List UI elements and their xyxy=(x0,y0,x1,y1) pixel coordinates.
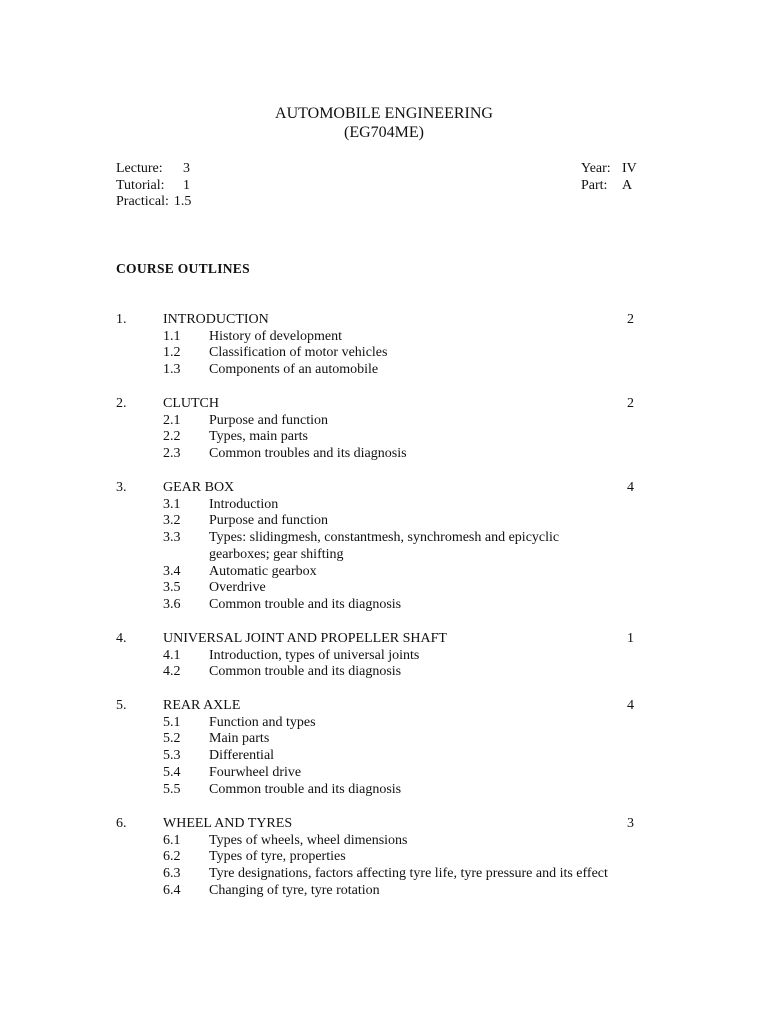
list-item xyxy=(116,849,656,866)
item-number: 4.2 xyxy=(163,664,181,680)
section-number: 5. xyxy=(116,698,127,713)
practical-value: 1.5 xyxy=(173,194,192,210)
list-item xyxy=(116,413,656,430)
list-item xyxy=(116,429,656,446)
section-title: INTRODUCTION xyxy=(163,312,269,327)
item-text: Introduction xyxy=(209,496,279,512)
item-number: 5.4 xyxy=(163,764,181,780)
list-item xyxy=(116,782,656,799)
course-code: (EG704ME) xyxy=(344,124,424,141)
item-number: 6.3 xyxy=(163,866,181,882)
item-text: Function and types xyxy=(209,714,316,730)
section-head xyxy=(116,698,656,715)
part-row xyxy=(581,178,637,195)
section-hours: 2 xyxy=(627,312,634,327)
list-item xyxy=(116,866,656,883)
year-row xyxy=(581,161,637,178)
item-number: 6.1 xyxy=(163,832,181,848)
part-label: Part: xyxy=(581,177,608,193)
item-text: Common trouble and its diagnosis xyxy=(209,781,402,797)
item-text: Classification of motor vehicles xyxy=(209,345,388,361)
list-item xyxy=(116,664,656,681)
list-item xyxy=(116,513,656,530)
item-number: 1.2 xyxy=(163,345,181,361)
lecture-row xyxy=(116,161,191,178)
list-item xyxy=(116,497,656,514)
item-number: 1.1 xyxy=(163,328,181,344)
section-head xyxy=(116,631,656,648)
item-number: 3.3 xyxy=(163,530,181,546)
section-clutch xyxy=(116,396,656,463)
section-title: GEAR BOX xyxy=(163,480,235,495)
section-hours: 4 xyxy=(627,698,634,713)
section-wheel-and-tyres xyxy=(116,816,656,900)
list-item xyxy=(116,883,656,900)
section-rear-axle xyxy=(116,698,656,798)
list-item xyxy=(116,329,656,346)
item-number: 4.1 xyxy=(163,647,181,663)
list-item xyxy=(116,345,656,362)
item-text: Differential xyxy=(209,748,275,764)
section-title: WHEEL AND TYRES xyxy=(163,816,293,831)
item-text: Introduction, types of universal joints xyxy=(209,647,420,663)
item-text: Purpose and function xyxy=(209,412,328,428)
item-text: Common trouble and its diagnosis xyxy=(209,596,402,612)
list-item xyxy=(116,748,656,765)
list-item xyxy=(116,765,656,782)
list-item xyxy=(116,648,656,665)
section-head xyxy=(116,480,656,497)
section-hours: 1 xyxy=(627,631,634,646)
list-item xyxy=(116,530,656,563)
item-text: Automatic gearbox xyxy=(209,563,317,579)
section-universal-joint xyxy=(116,631,656,681)
list-item xyxy=(116,580,656,597)
item-number: 3.4 xyxy=(163,563,181,579)
item-text: Common trouble and its diagnosis xyxy=(209,664,402,680)
item-number: 6.4 xyxy=(163,882,181,898)
section-head xyxy=(116,816,656,833)
practical-label: Practical: xyxy=(116,194,169,210)
item-text: History of development xyxy=(209,328,342,344)
item-text: Types of tyre, properties xyxy=(209,849,346,865)
item-text: Types: slidingmesh, constantmesh, synchromesh and epicyclic gearboxes; gear shifting xyxy=(209,530,560,562)
item-number: 3.6 xyxy=(163,596,181,612)
tutorial-value: 1 xyxy=(183,177,190,193)
lecture-label: Lecture: xyxy=(116,161,163,176)
course-outlines-heading: COURSE OUTLINES xyxy=(116,261,250,276)
item-text: Components of an automobile xyxy=(209,362,379,378)
item-number: 2.2 xyxy=(163,429,181,445)
item-number: 3.2 xyxy=(163,513,181,529)
item-number: 1.3 xyxy=(163,362,181,378)
item-text: Types, main parts xyxy=(209,429,308,445)
list-item xyxy=(116,564,656,581)
item-number: 3.5 xyxy=(163,580,181,596)
item-number: 5.1 xyxy=(163,714,181,730)
item-number: 6.2 xyxy=(163,849,181,865)
year-label: Year: xyxy=(581,161,611,176)
item-text: Fourwheel drive xyxy=(209,764,302,780)
section-title: CLUTCH xyxy=(163,396,219,411)
item-number: 3.1 xyxy=(163,496,181,512)
practical-row xyxy=(116,194,191,211)
item-text: Changing of tyre, tyre rotation xyxy=(209,882,380,898)
list-item xyxy=(116,597,656,614)
item-number: 2.3 xyxy=(163,446,181,462)
section-hours: 4 xyxy=(627,480,634,495)
section-hours: 3 xyxy=(627,816,634,831)
item-text: Main parts xyxy=(209,731,270,747)
section-title: REAR AXLE xyxy=(163,698,241,713)
year-part-info xyxy=(581,161,637,194)
item-text: Tyre designations, factors affecting tyre life, tyre pressure and its effect xyxy=(209,866,608,882)
section-introduction xyxy=(116,312,656,379)
lecture-value: 3 xyxy=(183,161,190,176)
section-number: 1. xyxy=(116,312,127,327)
item-text: Overdrive xyxy=(209,580,266,596)
tutorial-row xyxy=(116,178,191,195)
year-value: IV xyxy=(622,161,637,176)
section-number: 6. xyxy=(116,816,127,831)
part-value: A xyxy=(622,177,633,193)
list-item xyxy=(116,731,656,748)
list-item xyxy=(116,715,656,732)
hours-info xyxy=(116,161,191,211)
item-text: Common troubles and its diagnosis xyxy=(209,446,407,462)
section-head xyxy=(116,312,656,329)
document-title: AUTOMOBILE ENGINEERING xyxy=(275,105,493,122)
item-number: 5.2 xyxy=(163,731,181,747)
item-text: Purpose and function xyxy=(209,513,328,529)
section-number: 3. xyxy=(116,480,127,495)
list-item xyxy=(116,362,656,379)
list-item xyxy=(116,446,656,463)
item-text: Types of wheels, wheel dimensions xyxy=(209,832,408,848)
item-number: 5.5 xyxy=(163,781,181,797)
section-number: 2. xyxy=(116,396,127,411)
section-gear-box xyxy=(116,480,656,614)
list-item xyxy=(116,833,656,850)
section-head xyxy=(116,396,656,413)
section-title: UNIVERSAL JOINT AND PROPELLER SHAFT xyxy=(163,631,447,646)
section-number: 4. xyxy=(116,631,127,646)
section-hours: 2 xyxy=(627,396,634,411)
tutorial-label: Tutorial: xyxy=(116,177,165,193)
item-number: 5.3 xyxy=(163,748,181,764)
item-number: 2.1 xyxy=(163,412,181,428)
